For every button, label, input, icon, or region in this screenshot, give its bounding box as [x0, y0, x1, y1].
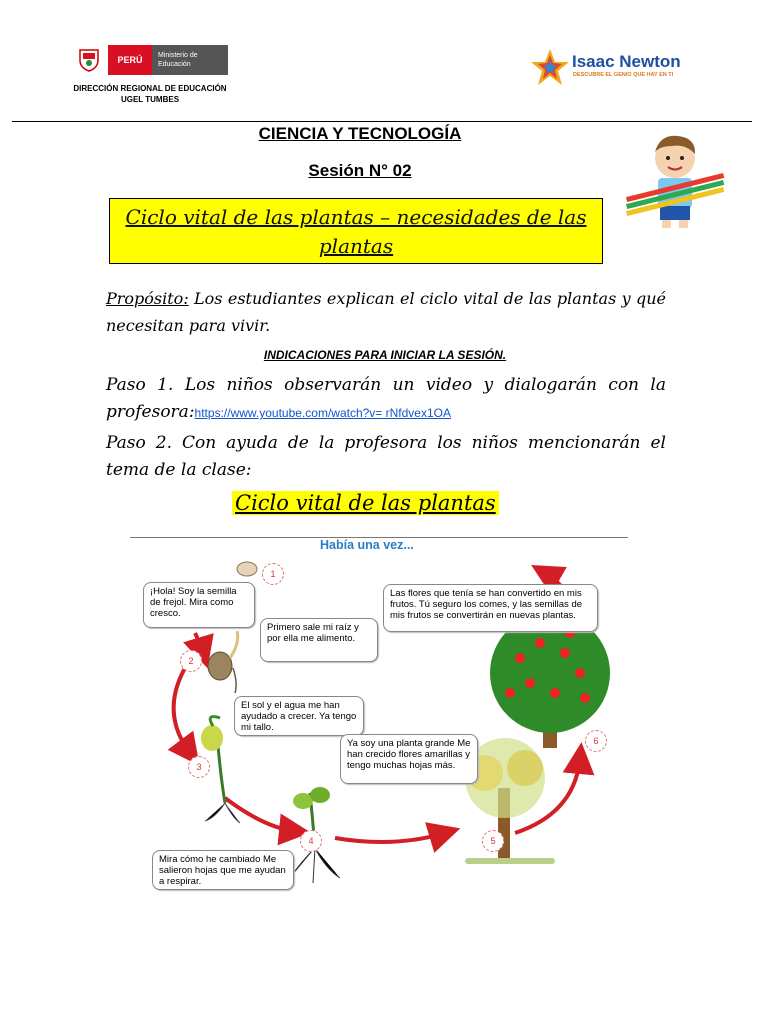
step-number-1: 1 — [262, 563, 284, 585]
minedu-logo — [70, 45, 228, 75]
peru-label: PERÚ — [108, 45, 152, 75]
dre-line1: DIRECCIÓN REGIONAL DE EDUCACIÓN — [73, 84, 227, 93]
speech-bubble-leaves: Mira cómo he cambiado Me salieron hojas que me ayudan a respirar. — [152, 850, 294, 890]
step1-text: Paso 1. Los niños observarán un video y dialogarán con la profesora: — [106, 375, 666, 422]
cycle-arrow — [174, 668, 190, 753]
speech-bubble-seed: ¡Hola! Soy la semilla de frejol. Mira como cresco. — [143, 582, 255, 628]
page-title: CIENCIA Y TECNOLOGÍA — [258, 124, 462, 143]
step-number-6: 6 — [585, 730, 607, 752]
peru-shield-icon — [70, 45, 108, 75]
cycle-arrow — [195, 633, 203, 653]
step-number-2: 2 — [180, 650, 202, 672]
step2-paragraph: Paso 2. Con ayuda de la profesora los niños mencionarán el tema de la clase: — [106, 433, 666, 480]
fruit-tree-icon — [490, 613, 610, 748]
diagram-heading: Había una vez... — [320, 538, 414, 552]
flowering-tree-icon — [465, 738, 555, 864]
step1-paragraph — [106, 372, 666, 427]
step-number-4: 4 — [300, 830, 322, 852]
step-number-5: 5 — [482, 830, 504, 852]
ministry-label: Ministerio de Educación — [152, 45, 228, 75]
sprouting-seed-icon — [208, 631, 238, 693]
purpose-label: Propósito: — [106, 289, 189, 308]
cycle-arrow — [225, 798, 295, 831]
header-divider — [12, 121, 752, 122]
session-number: Sesión N° 02 — [308, 161, 412, 180]
speech-bubble-fruits: Las flores que tenía se han convertido en mis frutos. Tú seguro los comes, y las semillas de mis frutos se convertirán en nuevas plantas. — [383, 584, 598, 632]
speech-bubble-root: Primero sale mi raíz y por ella me alimento. — [260, 618, 378, 662]
school-slogan: DESCUBRE EL GENIO QUE HAY EN TI — [573, 72, 674, 78]
purpose-paragraph — [106, 285, 666, 339]
dre-line2: UGEL TUMBES — [120, 95, 180, 104]
step-number-3: 3 — [188, 756, 210, 778]
bean-seed-icon — [237, 562, 257, 576]
school-name: Isaac Newton — [572, 52, 681, 71]
indications-heading: INDICACIONES PARA INICIAR LA SESIÓN. — [263, 348, 507, 362]
video-link[interactable]: https://www.youtube.com/watch?v= rNfdvex1OA — [194, 406, 451, 420]
cycle-arrow — [335, 833, 445, 842]
lifecycle-subtitle: Ciclo vital de las plantas — [232, 491, 499, 515]
student-with-pencils-icon — [620, 130, 730, 230]
speech-bubble-flowers: Ya soy una planta grande Me han crecido flores amarillas y tengo muchas hojas más. — [340, 734, 478, 784]
topic-box: Ciclo vital de las plantas – necesidades de las plantas — [109, 198, 603, 264]
regional-direction — [60, 83, 240, 105]
purpose-text: Los estudiantes explican el ciclo vital de las plantas y qué necesitan para vivir. — [106, 289, 666, 335]
speech-bubble-stem: El sol y el agua me han ayudado a crecer. Ya tengo mi tallo. — [234, 696, 364, 736]
